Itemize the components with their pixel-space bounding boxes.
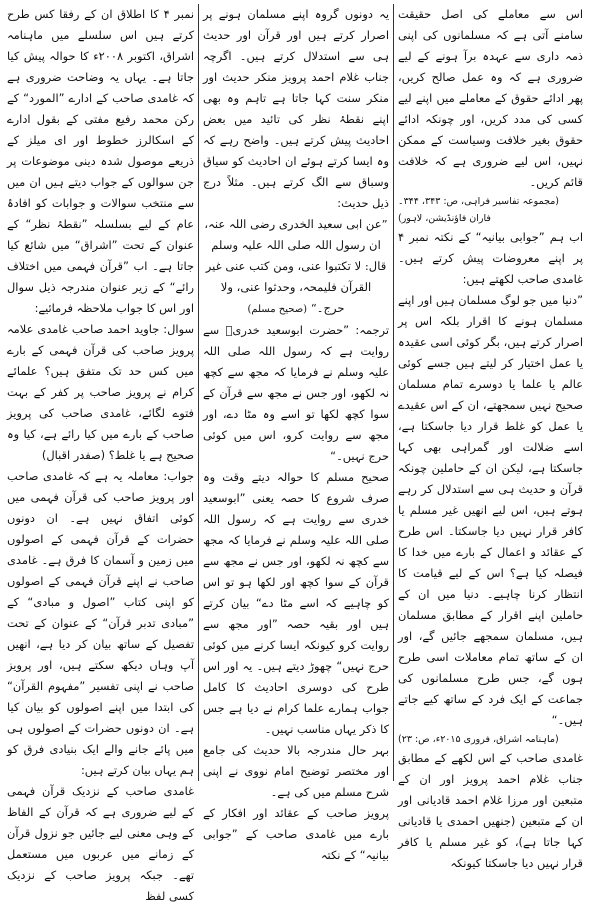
hadith-source: (صحیح مسلم) (247, 304, 308, 315)
citation: (ماہنامہ اشراق، فروری ۲۰۱۵ء، ص: ۲۳) (398, 734, 559, 745)
column-right (394, 4, 587, 870)
paragraph: غامدی صاحب کے اس لکھے کے مطابق جناب غلام احمد پرویز اور ان کے متبعین اور مرزا غلام احمد قادیانی اور ان کے متبعین (جنھیں احمدی یا قادیانی کہا جاتا ہے)، کو غیر مسلم یا کافر قرار نہیں دیا جاسکتا کیونکہ (398, 751, 583, 870)
arabic-hadith-quote (203, 214, 389, 320)
paragraph: اس سے معاملے کی اصل حقیقت سامنے آتی ہے کہ مسلمانوں کی اپنی ذمہ داری سے عہدہ برآ ہونے کے لیے ضروری ہے کہ وہ عمل صالح کریں، پھر ادائے حقوق کے معاملے میں اپنے لیے کسی کی مدد کریں، اور چونکہ ادائے حقوق بغیر خلافت وسیاست کے ممکن نہیں، اس لیے ضروری ہے کہ خلافت قائم کریں۔ (398, 7, 583, 189)
paragraph: صحیح مسلم کا حوالہ دیتے وقت وہ صرف شروع کا حصہ یعنی ”ابوسعید خدری سے روایت ہے کہ رسول اللہ صلی اللہ علیہ وسلم نے فرمایا کہ مجھ سے کچھ نہ لکھو، اور جس نے مجھ سے قرآن کے سوا کچھ اور لکھا ہو تو اس کو چاہیے کہ اسے مٹا دے“ بیان کرتے ہیں اور بقیہ حصہ ”اور مجھ سے روایت کرو کیونکہ ایسا کرنے میں کوئی حرج نہیں“ چھوڑ دیتے ہیں۔ یہ اور اس طرح کی دوسری احادیث کا کامل جواب ہمارے علما کرام نے دیا ہے جس کا ذکر یہاں مناسب نہیں۔ (203, 470, 389, 736)
translation: ترجمہ: ”حضرت ابوسعید خدریؓ سے روایت ہے کہ رسول اللہ صلی اللہ علیہ وسلم نے فرمایا کہ مجھ سے کچھ نہ لکھو، اور جس نے مجھ سے قرآن کے سوا کچھ لکھا تو اسے وہ مٹا دے، اور مجھ سے روایت کرو، اس میں کوئی حرج نہیں۔“ (203, 323, 389, 463)
paragraph: یہ دونوں گروہ اپنے مسلمان ہونے پر اصرار کرتے ہیں اور قرآن اور حدیث ہی سے استدلال کرتے ہیں۔ اگرچہ جناب غلام احمد پرویز منکر حدیث اور منکر سنت کہا جاتا ہے تاہم وہ بھی اپنے نقطۂ نظر کی تائید میں بعض احادیث پیش کرتے ہیں۔ واضح رہے کہ وہ ایسا کرتے ہوئے ان احادیث کو سیاق وسباق سے الگ کرتے ہیں۔ مثلاً درج ذیل حدیث: (203, 7, 389, 210)
paragraph: اب ہم ”جوابی بیانیہ“ کے نکتہ نمبر ۴ پر اپنے معروضات پیش کرتے ہیں۔ غامدی صاحب لکھتے ہیں: (398, 230, 583, 286)
column-left (3, 4, 198, 903)
citation: (مجموعہ تفاسیر فراہی، ص: ۳۴۳، ۳۴۴۔ فاران فاؤنڈیشن، لاہور) (398, 196, 560, 224)
paragraph: نمبر ۴ کا اطلاق ان کے رفقا کس طرح کرتے ہیں اس سلسلے میں ماہنامہ اشراق، اکتوبر ۲۰۰۸ء کا حوالہ پیش کیا جاتا ہے۔ یہاں یہ وضاحت ضروری ہے کہ غامدی صاحب کے ادارے ”المورد“ کے رکن محمد رفیع مفتی کے بقول ادارے کے اسکالرز خطوط اور ای میلز کے ذریعے موصول شدہ دینی موضوعات پر جن سوالوں کے جواب دیتے ہیں ان میں سے منتخب سوالات و جوابات کو افادۂ عام کے لیے بسلسلہ ”نقطۂ نظر“ کے عنوان کے تحت ”اشراق“ میں شائع کیا جاتا ہے۔ اب ”قرآن فہمی میں اختلاف رائے“ کے زیر عنوان مندرجہ ذیل سوال اور اس کا جواب ملاحظہ فرمائیے: (7, 7, 195, 315)
column-middle (198, 4, 394, 862)
question: سوال: جاوید احمد صاحب غامدی علامہ پرویز صاحب کی قرآن فہمی کے بارے میں کس حد تک متفق ہیں؟ علمائے کرام نے پرویز صاحب پر کفر کے بہت فتوے لگائے، غامدی صاحب کی پرویز صاحب کے بارے میں کیا رائے ہے، کیا وہ صحیح ہے یا غلط؟ (صفدر اقبال) (7, 322, 194, 462)
answer: جواب: معاملہ یہ ہے کہ غامدی صاحب اور پرویز صاحب کی قرآن فہمی میں کوئی اتفاق نہیں ہے۔ ان دونوں حضرات کے قرآن فہمی کے اصولوں میں زمین و آسمان کا فرق ہے۔ غامدی صاحب نے اپنے قرآن فہمی کے اصولوں کو اپنی کتاب ”اصول و مبادی“ کے ”مبادی تدبر قرآن“ کے عنوان کے تحت تفصیل کے ساتھ بیان کر دیا ہے، انھیں آپ وہاں دیکھ سکتے ہیں، اور پرویز صاحب نے اپنی تفسیر ”مفہوم القرآن“ کی ابتدا میں اپنے اصولوں کو بیان کیا ہے۔ ان دونوں حضرات کے اصولوں ہی میں پائے جانے والے ایک بنیادی فرق کو ہم یہاں بیان کرتے ہیں: (7, 469, 194, 777)
arabic-hadith-text: ”عن ابی سعید الخدری رضی اللہ عنہ، ان رسول اللہ صلی اللہ علیہ وسلم قال: لا تکتبوا عنی، ومن کتب عنی غیر القرآن فلیمحہ، وحدثوا عنی، ولا حرج۔“ (204, 217, 388, 315)
paragraph: بہر حال مندرجہ بالا حدیث کی جامع اور مختصر توضیح امام نووی نے اپنی شرح مسلم میں کی ہے۔ (203, 743, 389, 799)
block-quote: ”دنیا میں جو لوگ مسلمان ہیں اور اپنے مسلمان ہونے کا اقرار بلکہ اس پر اصرار کرتے ہیں، بگر کوئی اسی عقیدہ یا عمل اختیار کر لیتے ہیں جسے کوئی عالم یا علما یا دوسرے تمام مسلمان صحیح نہیں سمجھتے، ان کے اس عقیدے یا عمل کو غلط قرار دیا جاسکتا ہے، اسے ضلالت اور گمراہی بھی کہا جاسکتا ہے، لیکن ان کے حاملین چونکہ قرآن و حدیث ہی سے استدلال کر رہے ہوتے ہیں، اس لیے انھیں غیر مسلم یا کافر قرار نہیں دیا جاسکتا۔ اس طرح کے عقائد و اعمال کے بارے میں خدا کا فیصلہ کیا ہے؟ اس کے لیے قیامت کا انتظار کرنا چاہیے۔ دنیا میں ان کے حاملین اپنے اقرار کے مطابق مسلمان ہیں، مسلمان سمجھے جائیں گے، اور ان کے ساتھ تمام معاملات اسی طرح ہوں گے، جس طرح مسلمانوں کی جماعت کے ایک فرد کے ساتھ کیے جاتے ہیں۔“ (398, 293, 583, 727)
paragraph: غامدی صاحب کے نزدیک قرآن فہمی کے لیے ضروری ہے کہ قرآن کے الفاظ کے وہی معنی لیے جائیں جو نزول قرآن کے زمانے میں عربوں میں مستعمل تھے۔ جبکہ پرویز صاحب کے نزدیک کسی لفظ (7, 784, 194, 903)
paragraph: پرویز صاحب کے عقائد اور افکار کے بارے میں غامدی صاحب کے ”جوابی بیانیہ“ کے نکتہ (203, 806, 389, 862)
